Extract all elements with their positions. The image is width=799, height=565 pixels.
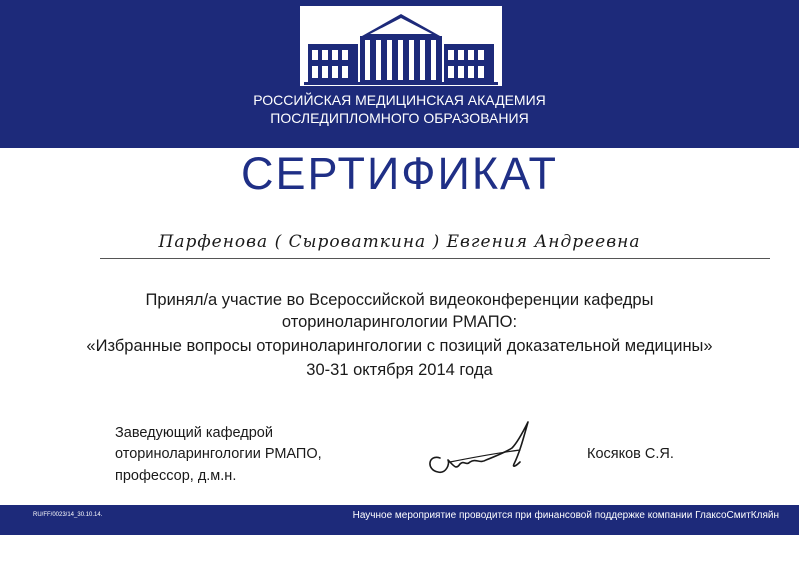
signer-position-line-3: профессор, д.м.н.: [115, 468, 237, 484]
handwritten-signature-icon: [420, 418, 540, 480]
sponsor-note: Научное мероприятие проводится при финансовой поддержке компании ГлаксоСмитКляйн: [352, 510, 779, 521]
body-line-3: «Избранные вопросы оториноларингологии с позиций доказательной медицины»: [86, 337, 713, 355]
recipient-name: Парфенова ( Сыроваткина ) Евгения Андреевна: [158, 232, 641, 252]
academy-name-line1: РОССИЙСКАЯ МЕДИЦИНСКАЯ АКАДЕМИЯ: [253, 92, 546, 108]
academy-building-logo-icon: [300, 6, 502, 86]
academy-name-line2: ПОСЛЕДИПЛОМНОГО ОБРАЗОВАНИЯ: [270, 110, 529, 126]
header-band: [0, 0, 799, 148]
certificate-title: СЕРТИФИКАТ: [240, 148, 559, 199]
document-code: RU/FF/0023/14_30.10.14.: [33, 512, 103, 518]
body-line-1: Принял/а участие во Всероссийской видеоконференции кафедры: [145, 291, 654, 309]
recipient-underline: [100, 258, 770, 259]
signer-position-line-2: оториноларингологии РМАПО,: [115, 446, 322, 462]
body-line-2: оториноларингологии РМАПО:: [281, 313, 518, 331]
signer-name: Косяков С.Я.: [587, 446, 674, 462]
body-line-4: 30-31 октября 2014 года: [306, 361, 493, 379]
signer-position-line-1: Заведующий кафедрой: [115, 425, 273, 441]
